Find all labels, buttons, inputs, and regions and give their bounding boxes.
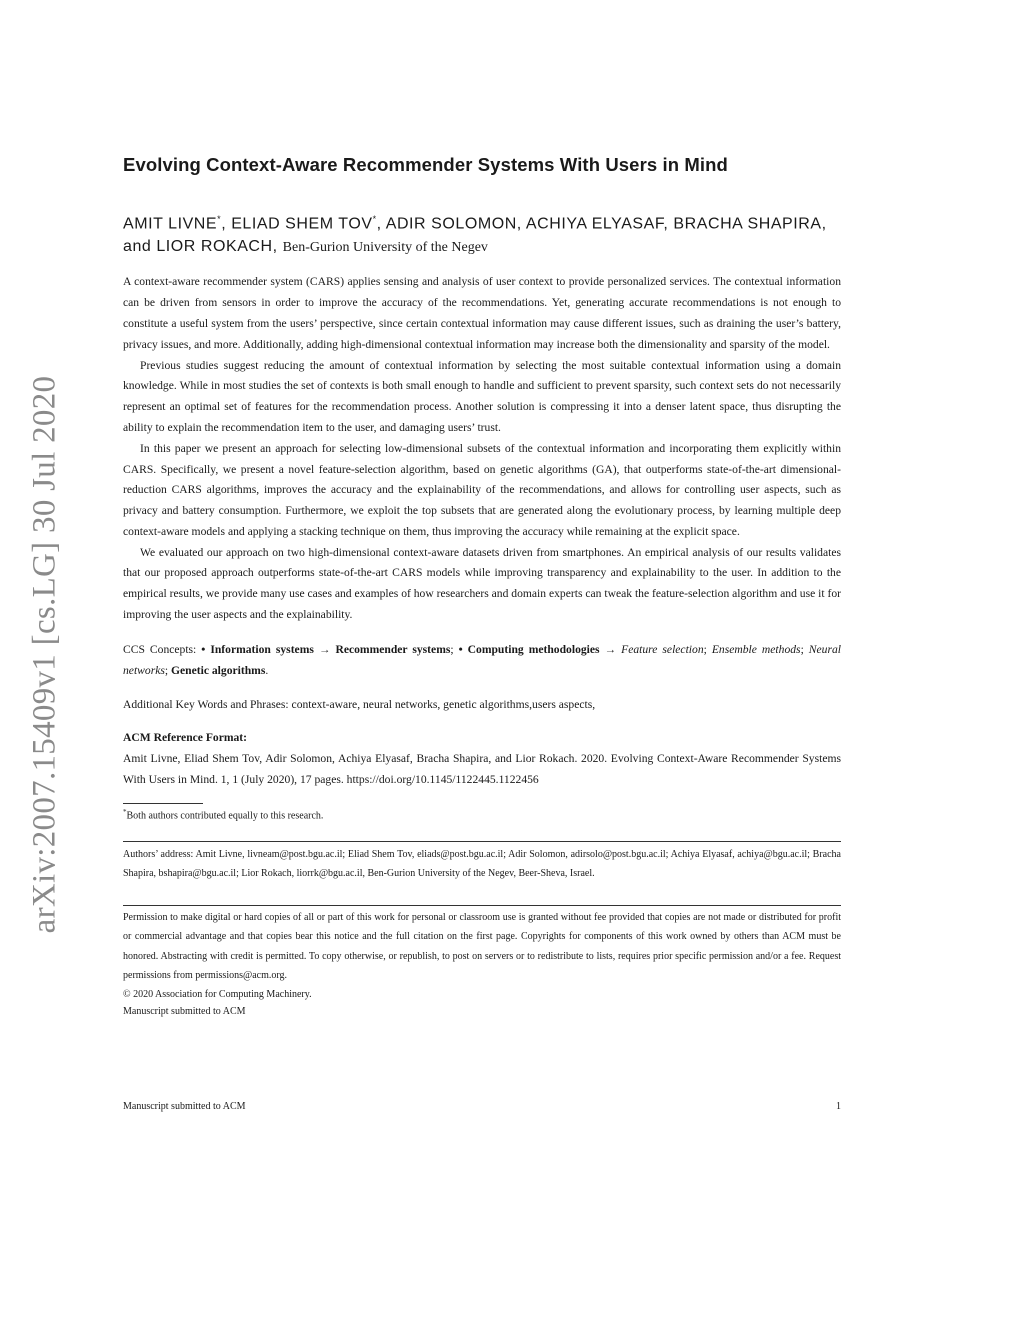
equal-contrib-mark-1: * <box>217 214 222 224</box>
authors-address: Authors’ address: Amit Livne, livneam@post.bgu.ac.il; Eliad Shem Tov, eliads@post.bgu.ac.il; Adir Solomon, adirsolo@post.bgu.ac.il; Achiya Elyasaf, achiya@bgu.ac.il; Bracha Shapira, bshapira@bgu.ac.il; Lior Rokach, liorrk@bgu.ac.il, Ben-Gurion University of the Negev, Beer-Sheva, Israel. <box>123 848 841 879</box>
authors-rest-line2: and LIOR ROKACH, <box>123 238 278 256</box>
ccs-recommender-systems: Recommender systems <box>335 642 451 656</box>
ccs-feature-selection: Feature selection <box>621 642 704 656</box>
copyright-line: © 2020 Association for Computing Machinery. <box>123 988 312 1000</box>
ccs-ensemble-methods: Ensemble methods <box>711 642 801 656</box>
equal-contrib-mark-2: * <box>372 214 377 224</box>
affiliation: Ben-Gurion University of the Negev <box>282 240 488 256</box>
ccs-info-systems: • Information systems <box>201 642 314 656</box>
permission-notice: Permission to make digital or hard copies of all or part of this work for personal or classroom use is granted without fee provided that copies are not made or distributed for profit or commercial advantage and that copies bear this notice and the full citation on the first page. Copyrights for components of this work owned by others than ACM must be honored. Abstracting with credit is permitted. To copy otherwise, or republish, to post on servers or to redistribute to lists, requires prior specific permission and/or a fee. Request permissions from permissions@acm.org. <box>123 911 841 982</box>
ccs-computing-methodologies: • Computing methodologies <box>458 642 600 656</box>
acm-reference-heading: ACM Reference Format: <box>123 731 248 745</box>
page-footer <box>123 1101 841 1112</box>
paper-page <box>123 154 841 1020</box>
permission-divider <box>123 905 841 906</box>
acm-reference-text: Amit Livne, Eliad Shem Tov, Adir Solomon, Achiya Elyasaf, Bracha Shapira, and Lior Rokach. 2020. Evolving Context-Aware Recommender Systems With Users in Mind. 1, 1 (July 2020), 17 pages. https://doi.org/10.1145/1122445.1122456 <box>123 752 841 786</box>
ccs-neural-networks: Neural networks <box>123 642 841 677</box>
abstract-paragraph: A context-aware recommender system (CARS) applies sensing and analysis of user context to provide personalized services. The contextual information can be driven from sensors in order to improve the accuracy of the recommendations. Yet, generating accurate recommendations is not enough to constitute a useful system from the users’ perspective, since certain contextual information may cause different issues, such as draining the user’s battery, privacy issues, and more. Additionally, adding high-dimensional contextual information may increase both the dimensionality and sparsity of the model. <box>123 275 841 351</box>
paper-title: Evolving Context-Aware Recommender Systems With Users in Mind <box>123 154 728 175</box>
page-number: 1 <box>836 1101 841 1112</box>
manuscript-line: Manuscript submitted to ACM <box>123 1005 246 1017</box>
author-2: ELIAD SHEM TOV <box>231 215 373 233</box>
abstract <box>123 272 841 626</box>
address-divider <box>123 841 841 842</box>
ccs-concepts: CCS Concepts: • Information systems → Recommender systems; • Computing methodologies → Feature selection; Ensemble methods; Neural networks; Genetic algorithms. <box>123 642 841 677</box>
abstract-paragraph: We evaluated our approach on two high-dimensional context-aware datasets driven from smartphones. An empirical analysis of our results validates that our proposed approach outperforms state-of-the-art CARS models while improving transparency and explainability to the user. In addition to the empirical results, we provide many use cases and examples of how researchers and domain experts can tweak the feature-selection algorithm and use it for improving the user aspects and the explainability. <box>123 545 841 622</box>
ccs-genetic-algorithms: Genetic algorithms <box>171 663 266 677</box>
acm-reference <box>123 728 841 790</box>
arxiv-sidebar <box>16 368 74 940</box>
abstract-paragraph: In this paper we present an approach for selecting low-dimensional subsets of the contextual information and incorporating them explicitly within CARS. Specifically, we present a novel feature-selection algorithm, based on genetic algorithms (GA), that outperforms state-of-the-art dimensional-reduction CARS algorithms, improves the accuracy and the explainability of the recommendations, and allows for controlling user aspects, such as privacy and battery consumption. Furthermore, we exploit the top subsets that are generated along the evolutionary process, by learning multiple deep context-aware models and applying a stacking technique on them, thus improving the accuracy while remaining at the explicit space. <box>123 441 841 538</box>
footer-manuscript: Manuscript submitted to ACM <box>123 1101 246 1112</box>
abstract-paragraph: Previous studies suggest reducing the amount of contextual information by selecting the most suitable contextual information using a domain knowledge. While in most studies the set of contexts is both small enough to handle and sufficient to prevent sparsity, such context sets do not necessarily represent an optimal set of features for the recommendation process. Another solution is compressing it into a denser latent space, thus disrupting the ability to explain the recommendation item to the user, and damaging users’ trust. <box>123 358 841 434</box>
keywords: Additional Key Words and Phrases: context-aware, neural networks, genetic algorithms,users aspects, <box>123 698 596 712</box>
footnote: *Both authors contributed equally to this research. <box>123 807 324 821</box>
author-1: AMIT LIVNE <box>123 215 218 233</box>
arxiv-id-stamp: arXiv:2007.15409v1 [cs.LG] 30 Jul 2020 <box>26 375 63 933</box>
author-list: AMIT LIVNE*, ELIAD SHEM TOV*, ADIR SOLOMON, ACHIYA ELYASAF, BRACHA SHAPIRA, and LIOR ROKACH, Ben-Gurion University of the Negev <box>123 214 827 256</box>
footnote-divider <box>123 803 203 804</box>
authors-rest-line1: , ADIR SOLOMON, ACHIYA ELYASAF, BRACHA SHAPIRA, <box>376 215 827 233</box>
